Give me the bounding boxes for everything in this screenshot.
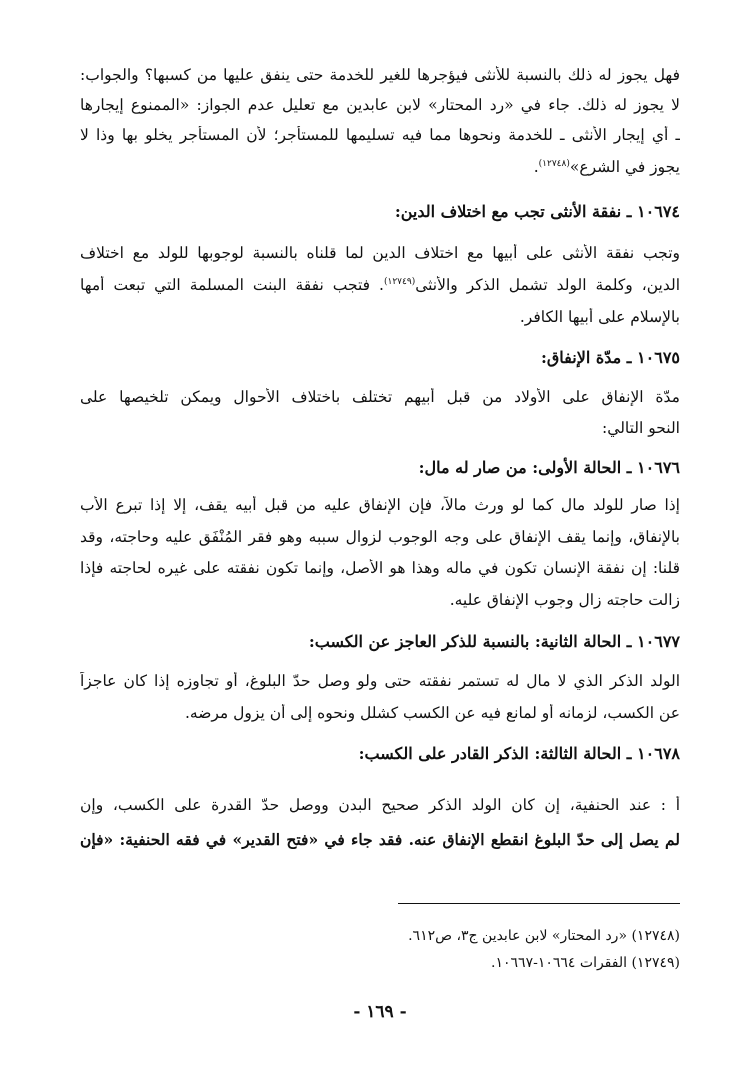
body-text: يجوز في الشرع» <box>569 158 680 176</box>
section-heading: ١٠٦٧٨ ـ الحالة الثالثة: الذكر القادر على الكسب: <box>358 744 680 763</box>
body-line: بالإنفاق، وإنما يقف الإنفاق على وجه الوجوب لزوال سببه وهو فقر المُنْفَق عليه وحاجته، وقد <box>80 528 680 546</box>
footnote: (١٢٧٤٩) الفقرات ١٠٦٦٤-١٠٦٦٧. <box>491 955 680 971</box>
footnote-separator <box>398 903 680 904</box>
body-line: بالإسلام على أبيها الكافر. <box>519 308 680 326</box>
body-line: عن الكسب، لزمانه أو لمانع فيه عن الكسب كشلل ونحوه إلى أن يزول مرضه. <box>184 704 680 722</box>
body-line: قلنا: إن نفقة الإنسان تكون في ماله وهذا هو الأصل، وإنما تكون نفقته على غيره لحاجته فإذا <box>80 559 680 577</box>
body-text: الدين، وكلمة الولد تشمل الذكر والأنثى <box>415 276 680 294</box>
page-number: - ١٦٩ - <box>353 1002 407 1022</box>
footnote: (١٢٧٤٨) «رد المحتار» لابن عابدين ج٣، ص٦١٢. <box>408 928 680 944</box>
body-line: إذا صار للولد مال كما لو ورث مالاً، فإن الإنفاق عليه من قبل أبيه يقف، إلا إذا تبرع الأب <box>80 496 680 514</box>
body-line: أ : عند الحنفية، إن كان الولد الذكر صحيح البدن ووصل حدّ القدرة على الكسب، وإن <box>80 796 680 814</box>
section-heading: ١٠٦٧٥ ـ مدّة الإنفاق: <box>540 348 680 367</box>
book-page <box>80 58 680 1068</box>
body-line: زالت حاجته زال وجوب الإنفاق عليه. <box>449 591 680 609</box>
section-heading: ١٠٦٧٧ ـ الحالة الثانية: بالنسبة للذكر العاجز عن الكسب: <box>308 632 680 651</box>
body-line: لم يصل إلى حدّ البلوغ انقطع الإنفاق عنه. فقد جاء في «فتح القدير» في فقه الحنفية: «فإن <box>80 830 680 849</box>
body-line: الولد الذكر الذي لا مال له تستمر نفقته حتى ولو وصل حدّ البلوغ، أو تجاوزه إذا كان عاجزاً <box>80 672 680 690</box>
body-line: مدّة الإنفاق على الأولاد من قبل أبيهم تختلف باختلاف الأحوال ويمكن تلخيصها على <box>80 388 680 406</box>
section-heading: ١٠٦٧٤ ـ نفقة الأنثى تجب مع اختلاف الدين: <box>394 202 680 221</box>
body-text: . <box>533 158 539 176</box>
section-heading: ١٠٦٧٦ ـ الحالة الأولى: من صار له مال: <box>418 458 680 477</box>
body-line: النحو التالي: <box>602 419 680 437</box>
body-text: . فتجب نفقة البنت المسلمة التي تبعت أمها <box>80 276 384 294</box>
body-line: فهل يجوز له ذلك بالنسبة للأنثى فيؤجرها للغير للخدمة حتى ينفق عليها من كسبها؟ والجواب: <box>80 66 680 84</box>
body-line: لا يجوز له ذلك. جاء في «رد المحتار» لابن عابدين مع تعليل عدم الجواز: «الممنوع إيجارها <box>80 96 680 114</box>
footnote-ref: (١٢٧٤٨) <box>538 158 570 169</box>
body-line: ـ أي إيجار الأنثى ـ للخدمة ونحوها مما فيه تسليمها للمستأجر؛ لأن المستأجر يخلو بها وذا لا <box>80 126 680 144</box>
body-line <box>80 276 680 294</box>
body-line: وتجب نفقة الأنثى على أبيها مع اختلاف الدين لما قلناه بالنسبة لوجوبها للولد مع اختلاف <box>80 244 680 262</box>
body-line <box>80 158 680 176</box>
footnote-ref: (١٢٧٤٩) <box>384 276 416 287</box>
